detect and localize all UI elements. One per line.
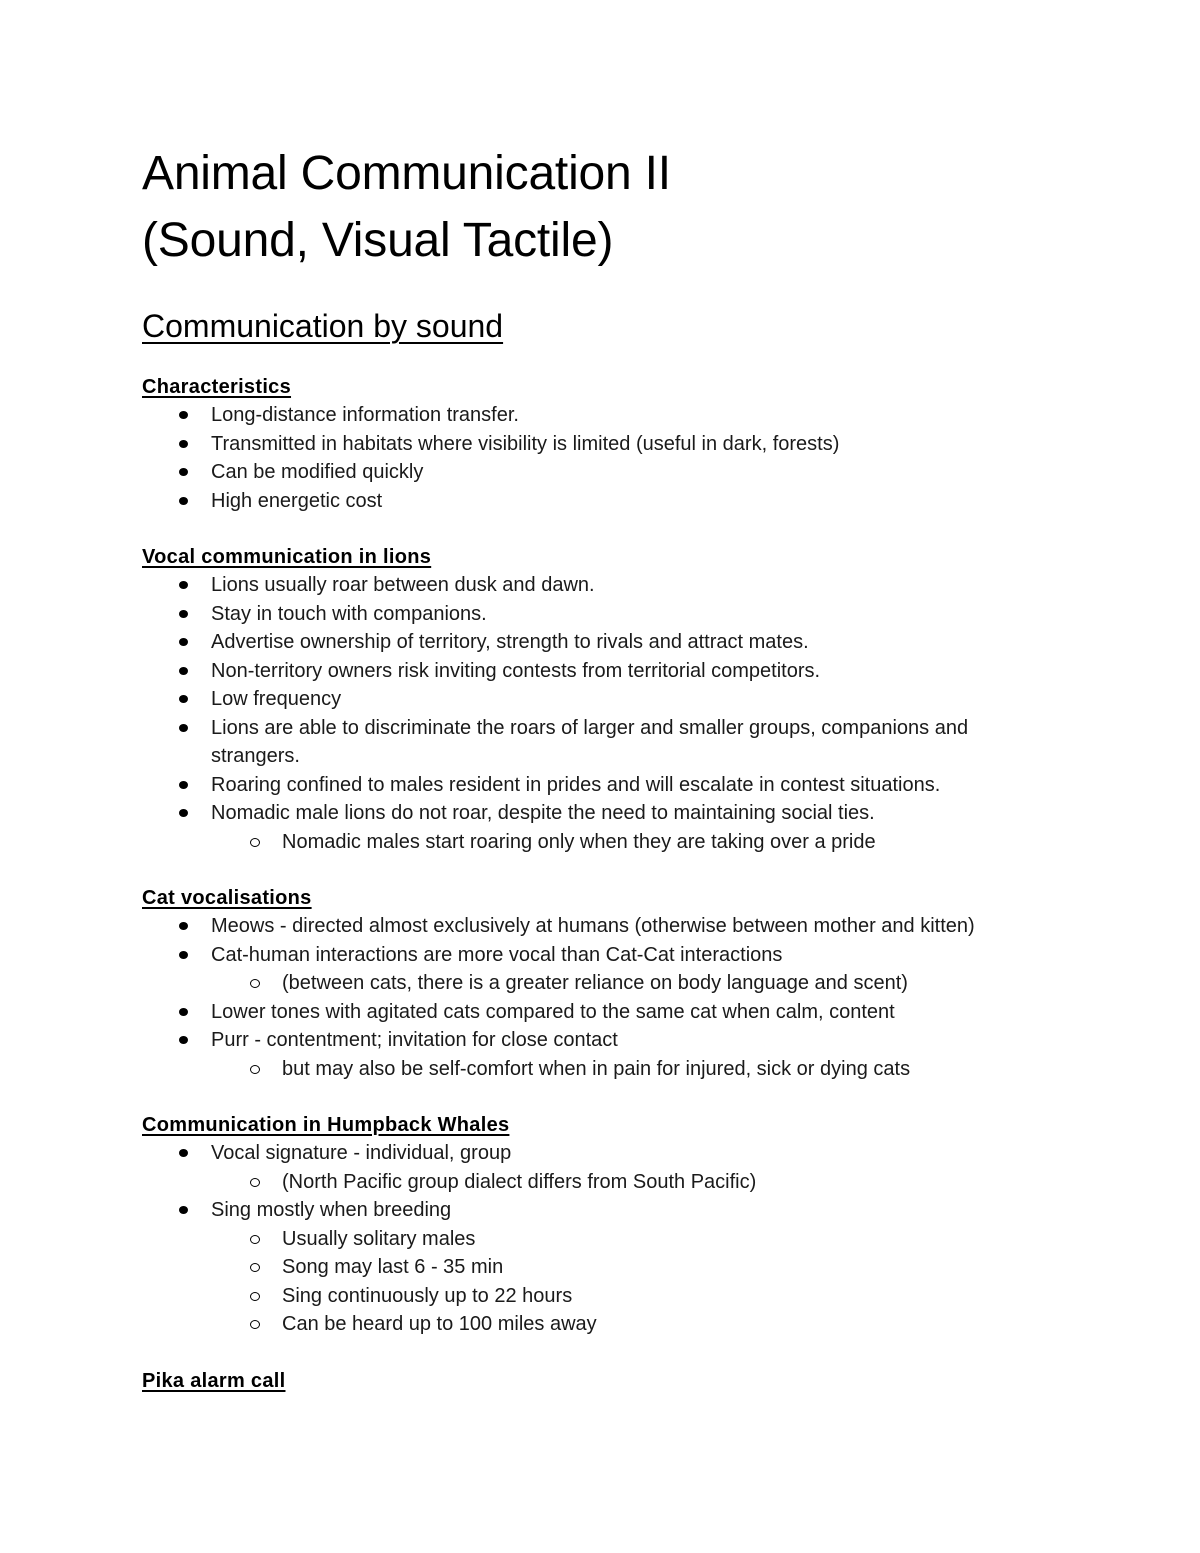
filled-bullet-icon: [179, 1008, 188, 1016]
filled-bullet-icon: [179, 610, 188, 618]
list-item-text: Lions are able to discriminate the roars of larger and smaller groups, companions and strangers.: [211, 716, 969, 767]
title-line-1: Animal Communication II: [142, 147, 671, 200]
list-item-text: Sing continuously up to 22 hours: [282, 1284, 573, 1307]
subsections-container: [142, 373, 1062, 1395]
list-item: [142, 714, 1062, 771]
list-item: [142, 941, 1062, 970]
subsection-heading: Characteristics: [142, 376, 292, 398]
subsection: [142, 1111, 1062, 1339]
list-item-text: (between cats, there is a greater reliance on body language and scent): [282, 972, 908, 994]
list-item: [142, 1026, 1062, 1055]
filled-bullet-icon: [179, 922, 188, 930]
filled-bullet-icon: [179, 581, 188, 589]
filled-bullet-icon: [179, 781, 188, 789]
subsection: [142, 884, 1062, 1083]
list-item-text: Cat-human interactions are more vocal than Cat-Cat interactions: [211, 943, 783, 966]
sub-list-item: [142, 1168, 1062, 1197]
sub-list-item: [142, 1055, 1062, 1084]
list-item: [142, 685, 1062, 714]
list-item-text: Usually solitary males: [282, 1227, 476, 1250]
list-item: [142, 799, 1062, 828]
title-line-2: (Sound, Visual Tactile): [142, 214, 614, 267]
filled-bullet-icon: [179, 468, 188, 476]
list-item-text: (North Pacific group dialect differs from South Pacific): [282, 1170, 757, 1193]
sub-list-item: [142, 1253, 1062, 1282]
list-item: [142, 401, 1062, 430]
subsection: [142, 543, 1062, 856]
list-item-text: High energetic cost: [211, 489, 383, 512]
document-title: [142, 140, 1062, 274]
list-item-text: Lower tones with agitated cats compared to the same cat when calm, content: [211, 1000, 895, 1023]
filled-bullet-icon: [179, 809, 188, 817]
sub-list-item: [142, 828, 1062, 857]
sub-list-item: [142, 969, 1062, 998]
list-item-text: Long-distance information transfer.: [211, 404, 519, 426]
list-item-text: Lions usually roar between dusk and dawn.: [211, 574, 595, 596]
list-item: [142, 1196, 1062, 1225]
list-item-text: Low frequency: [211, 688, 342, 710]
bullet-list: [142, 571, 1062, 856]
filled-bullet-icon: [179, 951, 188, 959]
list-item-text: Roaring confined to males resident in prides and will escalate in contest situations.: [211, 773, 941, 796]
hollow-bullet-icon: [250, 838, 260, 847]
list-item-text: Meows - directed almost exclusively at humans (otherwise between mother and kitten): [211, 915, 975, 937]
filled-bullet-icon: [179, 411, 188, 419]
list-item-text: Song may last 6 - 35 min: [282, 1256, 504, 1278]
list-item: [142, 628, 1062, 657]
list-item: [142, 571, 1062, 600]
subsection-heading: Communication in Humpback Whales: [142, 1114, 510, 1136]
hollow-bullet-icon: [250, 1235, 260, 1244]
filled-bullet-icon: [179, 667, 188, 675]
list-item: [142, 487, 1062, 516]
filled-bullet-icon: [179, 1149, 188, 1157]
list-item-text: Stay in touch with companions.: [211, 602, 487, 625]
sub-list-item: [142, 1310, 1062, 1339]
bullet-list: [142, 1139, 1062, 1339]
list-item: [142, 998, 1062, 1027]
filled-bullet-icon: [179, 724, 188, 732]
hollow-bullet-icon: [250, 1292, 260, 1301]
list-item-text: Vocal signature - individual, group: [211, 1142, 512, 1164]
list-item: [142, 458, 1062, 487]
subsection-heading: Pika alarm call: [142, 1369, 286, 1392]
document-page: [142, 140, 1062, 1395]
filled-bullet-icon: [179, 497, 188, 505]
bullet-list: [142, 401, 1062, 515]
list-item-text: Can be heard up to 100 miles away: [282, 1313, 597, 1335]
list-item: [142, 430, 1062, 459]
hollow-bullet-icon: [250, 979, 260, 988]
sub-list-item: [142, 1225, 1062, 1254]
list-item: [142, 600, 1062, 629]
filled-bullet-icon: [179, 1206, 188, 1214]
list-item-text: but may also be self-comfort when in pain for injured, sick or dying cats: [282, 1057, 911, 1080]
bullet-list: [142, 912, 1062, 1083]
subsection-heading: Cat vocalisations: [142, 887, 312, 909]
list-item-text: Sing mostly when breeding: [211, 1199, 452, 1221]
filled-bullet-icon: [179, 440, 188, 448]
list-item: [142, 1139, 1062, 1168]
hollow-bullet-icon: [250, 1263, 260, 1272]
filled-bullet-icon: [179, 638, 188, 646]
list-item-text: Purr - contentment; invitation for close contact: [211, 1029, 618, 1051]
list-item-text: Nomadic males start roaring only when they are taking over a pride: [282, 830, 876, 853]
section-heading: Communication by sound: [142, 308, 504, 344]
list-item: [142, 771, 1062, 800]
hollow-bullet-icon: [250, 1065, 260, 1074]
hollow-bullet-icon: [250, 1320, 260, 1329]
subsection: [142, 1367, 1062, 1395]
filled-bullet-icon: [179, 1036, 188, 1044]
filled-bullet-icon: [179, 695, 188, 703]
list-item-text: Can be modified quickly: [211, 461, 424, 483]
list-item: [142, 657, 1062, 686]
list-item-text: Transmitted in habitats where visibility is limited (useful in dark, forests): [211, 432, 840, 455]
list-item: [142, 912, 1062, 941]
hollow-bullet-icon: [250, 1178, 260, 1187]
sub-list-item: [142, 1282, 1062, 1311]
list-item-text: Non-territory owners risk inviting contests from territorial competitors.: [211, 659, 821, 682]
subsection: [142, 373, 1062, 515]
list-item-text: Advertise ownership of territory, strength to rivals and attract mates.: [211, 631, 809, 653]
subsection-heading: Vocal communication in lions: [142, 546, 432, 568]
list-item-text: Nomadic male lions do not roar, despite the need to maintaining social ties.: [211, 802, 875, 824]
